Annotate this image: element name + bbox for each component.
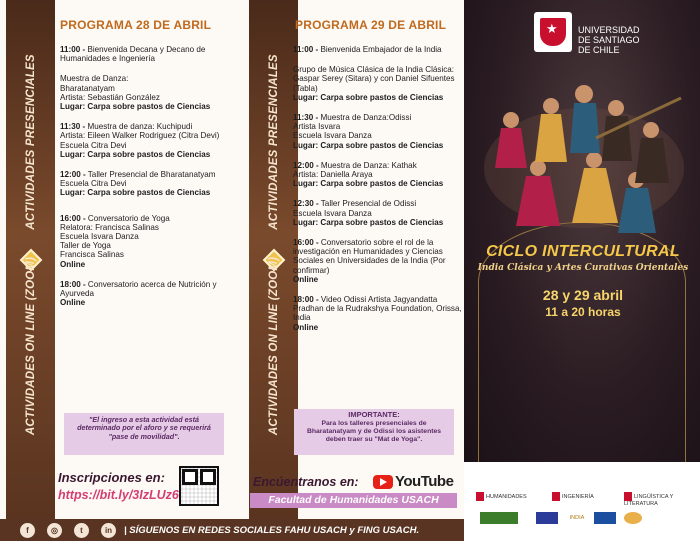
event-place: Online	[60, 259, 86, 269]
event-place: Online	[60, 298, 86, 308]
event-place: Lugar: Carpa sobre pastos de Ciencias	[293, 217, 444, 227]
logo-text: LINGÜÍSTICA Y LITERATURA	[624, 493, 674, 507]
event-time: 11:00 -	[60, 45, 86, 54]
event-entry	[60, 74, 240, 111]
registration-link[interactable]: https://bit.ly/3IzLUz6	[58, 488, 179, 502]
logo-text: HUMANIDADES	[486, 493, 527, 500]
event-detail: Taller de Yoga	[60, 241, 111, 251]
event-time: 18:00 -	[293, 295, 319, 305]
event-time: 12:00 -	[293, 160, 319, 170]
poster-dates: 28 y 29 abril	[542, 287, 624, 303]
instagram-icon[interactable]: ◎	[47, 523, 62, 538]
poster-subtitle: India Clásica y Artes Curativas Orientales	[477, 263, 689, 273]
important-note-title: IMPORTANTE:	[348, 410, 400, 419]
access-note: "El ingreso a esta actividad está determinado por el aforo y se requerirá "pase de movilidad".	[64, 413, 224, 455]
event-entry	[293, 238, 463, 284]
university-name	[578, 25, 640, 55]
event-entry	[60, 280, 240, 308]
event-entry	[293, 295, 463, 332]
india-logo: INDIA	[564, 512, 590, 524]
event-entry	[60, 122, 240, 159]
event-time: 12:30 -	[293, 199, 319, 209]
facebook-icon[interactable]: f	[20, 523, 35, 538]
event-detail: Muestra de Danza: Kathak	[320, 160, 417, 170]
poster-title: CICLO INTERCULTURAL	[486, 243, 680, 260]
encuentranos-label: Encúentranos en:	[253, 475, 359, 489]
university-line: UNIVERSIDAD	[578, 25, 640, 35]
event-detail: Bienvenida Embajador de la India	[320, 45, 442, 54]
event-detail: Grupo de Música Clásica de la India Clásica: Gaspar Serey (Sitara) y con Daniel Sifuentes (Tabla)	[293, 65, 455, 93]
sponsor-badge	[624, 512, 642, 524]
program-column-29	[293, 0, 463, 343]
linguistica-logo	[624, 492, 698, 507]
dancer-logo-icon	[654, 508, 682, 526]
event-entry	[293, 65, 463, 102]
usach-shield-icon	[540, 18, 566, 46]
event-detail: Bharatanatyam	[60, 83, 115, 93]
event-detail: Bienvenida Decana y Decano de Humanidades e Ingeniería	[60, 45, 206, 64]
side-band-left	[6, 0, 55, 520]
event-detail: Muestra de danza: Kuchipudi	[87, 122, 193, 132]
event-entry	[60, 45, 240, 63]
event-time: 16:00 -	[60, 213, 86, 223]
sponsor-badge	[594, 512, 616, 524]
university-line: DE CHILE	[578, 45, 620, 55]
event-time: 12:00 -	[60, 170, 86, 180]
logo-text: INGENIERÍA	[562, 493, 594, 500]
usach-logo	[534, 12, 572, 52]
program-header: PROGRAMA 29 DE ABRIL	[295, 18, 447, 32]
poster-hours: 11 a 20 horas	[545, 305, 621, 319]
university-line: DE SANTIAGO	[578, 35, 640, 45]
band-label-online: ACTIVIDADES ON LINE (ZOOM)	[24, 256, 37, 436]
event-detail: Conversatorio acerca de Nutrición y Ayurveda	[60, 279, 217, 299]
event-detail: Muestra de Danza:	[60, 74, 129, 84]
event-place: Lugar: Carpa sobre pastos de Ciencias	[60, 102, 211, 112]
event-entry	[293, 161, 463, 189]
event-detail: Muestra de Danza:Odissi	[320, 113, 412, 123]
event-detail: Artista: Sebastián González	[60, 92, 160, 102]
band-label-presenciales: ACTIVIDADES PRESENCIALES	[24, 54, 37, 230]
event-time: 16:00 -	[293, 238, 319, 248]
program-column-28	[60, 0, 240, 318]
footer-text: | SÍGUENOS EN REDES SOCIALES FAHU USACH y FING USACH.	[124, 524, 420, 536]
event-place: Online	[293, 322, 319, 332]
event-time: 11:30 -	[293, 113, 319, 123]
event-detail: Escuela Isvara Danza	[293, 131, 372, 141]
facultad-channel-label[interactable]: Facultad de Humanidades USACH	[250, 493, 457, 508]
event-detail: Conversatorio de Yoga	[87, 213, 170, 223]
event-time: 11:30 -	[60, 122, 86, 132]
event-detail: Artista: Eileen Walker Rodriguez (Citra Devi)	[60, 131, 220, 141]
event-entry	[293, 45, 463, 54]
event-place: Lugar: Carpa sobre pastos de Ciencias	[293, 92, 444, 102]
sponsor-badge	[536, 512, 558, 524]
event-detail: Video Odissi Artista Jagyandatta Pradhan de la Rudrakshya Foundation, Orissa, India	[293, 295, 462, 323]
event-entry	[293, 199, 463, 227]
event-detail: Escuela Isvara Danza	[293, 208, 372, 218]
sponsor-badge	[480, 512, 518, 524]
qr-code-icon[interactable]	[179, 466, 219, 506]
event-place: Online	[293, 274, 319, 284]
event-detail: Conversatorio sobre el rol de la investigación en Humanidades y Ciencias Sociales en Universidades de la India (Por confirmar)	[293, 238, 446, 275]
event-detail: Escuela Citra Devi	[60, 140, 127, 150]
event-entry	[60, 170, 240, 198]
linkedin-icon[interactable]: in	[101, 523, 116, 538]
side-band-middle	[249, 0, 298, 520]
important-note-text: Para los talleres presenciales de Bharatanatyam y de Odissi los asistentes deben traer su "Mat de Yoga".	[306, 420, 442, 443]
event-time: 18:00 -	[60, 279, 86, 289]
event-detail: Francisca Salinas	[60, 250, 124, 260]
social-footer	[0, 519, 464, 541]
sponsor-logos	[464, 462, 700, 541]
band-label-presenciales: ACTIVIDADES PRESENCIALES	[267, 54, 280, 230]
band-label-online: ACTIVIDADES ON LINE (ZOOM)	[267, 256, 280, 436]
twitter-icon[interactable]: t	[74, 523, 89, 538]
youtube-wordmark: YouTube	[395, 473, 454, 490]
event-place: Lugar: Carpa sobre pastos de Ciencias	[293, 140, 444, 150]
event-place: Lugar: Carpa sobre pastos de Ciencias	[60, 149, 211, 159]
ingenieria-logo	[552, 492, 622, 501]
inscripciones-label: Inscripciones en:	[58, 470, 165, 485]
event-time: 11:00 -	[293, 45, 319, 54]
event-detail: Artista: Daniella Araya	[293, 170, 373, 180]
event-place: Lugar: Carpa sobre pastos de Ciencias	[293, 179, 444, 189]
event-entry	[60, 214, 240, 269]
important-note	[294, 409, 454, 455]
event-detail: Taller Presencial de Bharatanatyam	[87, 170, 216, 180]
dancers-photo-collage	[476, 68, 691, 238]
event-detail: Escuela Isvara Danza	[60, 232, 139, 242]
youtube-play-icon	[373, 475, 393, 489]
event-place: Lugar: Carpa sobre pastos de Ciencias	[60, 188, 211, 198]
event-detail: Taller Presencial de Odissi	[320, 199, 417, 209]
program-header: PROGRAMA 28 DE ABRIL	[60, 18, 212, 32]
event-detail: Escuela Citra Devi	[60, 179, 127, 189]
event-detail: Relatora: Francisca Salinas	[60, 222, 159, 232]
youtube-logo[interactable]	[373, 473, 453, 490]
humanidades-logo	[476, 492, 546, 501]
event-detail: Artista Isvara	[293, 122, 341, 132]
event-entry	[293, 113, 463, 150]
